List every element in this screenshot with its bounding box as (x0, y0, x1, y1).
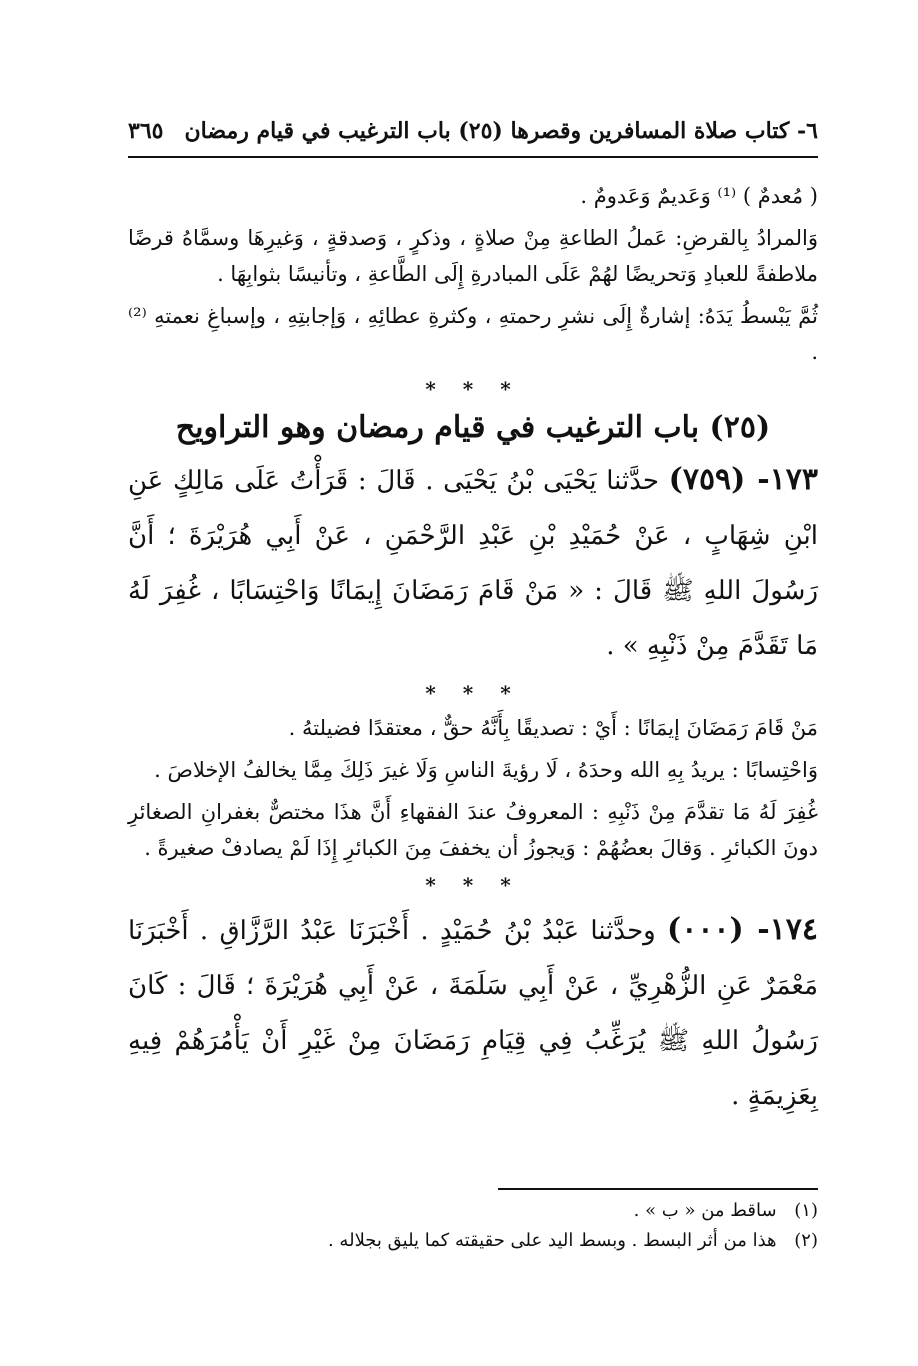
hadith-174 (128, 902, 818, 1124)
page-header (128, 118, 818, 152)
chapter-title: (٢٥) باب الترغيب في قيام رمضان وهو التراويح (175, 410, 771, 445)
footnotes (128, 1196, 818, 1256)
commentary-iman: مَنْ قَامَ رَمَضَانَ إيمَانًا : أَيْ : تصديقًا بِأَنَّهُ حقٌّ ، معتقدًا فضيلتهُ . (288, 716, 818, 740)
section-separator: * * * (425, 873, 521, 897)
footnote (128, 1226, 818, 1256)
footnote-text: هذا من أثر البسط . وبسط اليد على حقيقته كما يليق بجلاله . (327, 1230, 777, 1251)
footnote-mark: (٢) (794, 1230, 818, 1251)
footnote-rule (498, 1188, 818, 1190)
hadith-text: وحدَّثنا عَبْدُ بْنُ حُمَيْدٍ . أَخْبَرَنَا عَبْدُ الرَّزَّاقِ . أَخْبَرَنَا مَعْمَرٌ عَنِ الزُّهْرِيِّ ، عَنْ أَبِي سَلَمَةَ ، عَنْ أَبِي هُرَيْرَةَ ؛ قَالَ : كَانَ رَسُولُ اللهِ ﷺ يُرَغِّبُ فِي قِيَامِ رَمَضَانَ مِنْ غَيْرِ أَنْ يَأْمُرَهُمْ فِيهِ بِعَزِيمَةٍ . (128, 916, 818, 1111)
footnote-mark: (١) (794, 1200, 818, 1221)
footnote-text: ساقط من « ب » . (633, 1200, 777, 1221)
header-rule (128, 156, 818, 158)
commentary-ihtisab: وَاحْتِسابًا : يريدُ بِهِ الله وحدَهُ ، لَا رؤيةَ الناسِ وَلَا غيرَ ذَلِكَ مِمَّا يخالفُ الإخلاصَ . (154, 758, 818, 782)
hadith-173 (128, 452, 818, 674)
footnote (128, 1196, 818, 1226)
commentary-yabsutu: ثُمَّ يَبْسطُ يَدَهُ: إشارةٌ إِلَى نشرِ رحمتهِ ، وكثرةِ عطائِهِ ، وَإجابتِهِ ، وإسباغِ نعمتهِ ⁽²⁾ . (128, 304, 818, 364)
section-separator: * * * (425, 681, 521, 705)
running-title: ٦- كتاب صلاة المسافرين وقصرها (٢٥) باب الترغيب في قيام رمضان (184, 118, 818, 144)
hadith-number: ١٧٤- (٠٠٠) (667, 912, 818, 947)
section-separator: * * * (425, 377, 521, 401)
hadith-number: ١٧٣- (٧٥٩) (668, 462, 819, 497)
commentary-qard: وَالمرادُ بِالقرضِ: عَملُ الطاعةِ مِنْ صلاةٍ ، وذكرٍ ، وَصدقةٍ ، وَغيرِهَا وسمَّاهُ قرضًا ملاطفةً للعبادِ وَتحريضًا لهُمْ عَلَى المبادرةِ إِلَى الطَّاعةِ ، وتأنيسًا بثوابِهَا . (128, 226, 818, 286)
commentary-ghufira: غُفِرَ لَهُ مَا تقدَّمَ مِنْ ذَنْبِهِ : المعروفُ عندَ الفقهاءِ أَنَّ هذَا مختصٌّ بغفرانِ الصغائرِ دونَ الكبائرِ . وَقالَ بعضُهُمْ : وَيجوزُ أن يخففَ مِنَ الكبائرِ إِذَا لَمْ يصادفْ صغيرةً . (128, 800, 818, 860)
page-body (128, 178, 818, 1130)
page-number: ٣٦٥ (128, 118, 164, 144)
hadith-text: حدَّثنا يَحْيَى بْنُ يَحْيَى . قَالَ : قَرَأْتُ عَلَى مَالِكٍ عَنِ ابْنِ شِهَابٍ ، عَنْ حُمَيْدِ بْنِ عَبْدِ الرَّحْمَنِ ، عَنْ أَبِي هُرَيْرَةَ ؛ أَنَّ رَسُولَ اللهِ ﷺ قَالَ : « مَنْ قَامَ رَمَضَانَ إِيمَانًا وَاحْتِسَابًا ، غُفِرَ لَهُ مَا تَقَدَّمَ مِنْ ذَنْبِهِ » . (128, 466, 818, 661)
commentary-line-1: ( مُعدمٌ ) ⁽¹⁾ وَعَديمٌ وَعَدومٌ . (580, 184, 818, 208)
